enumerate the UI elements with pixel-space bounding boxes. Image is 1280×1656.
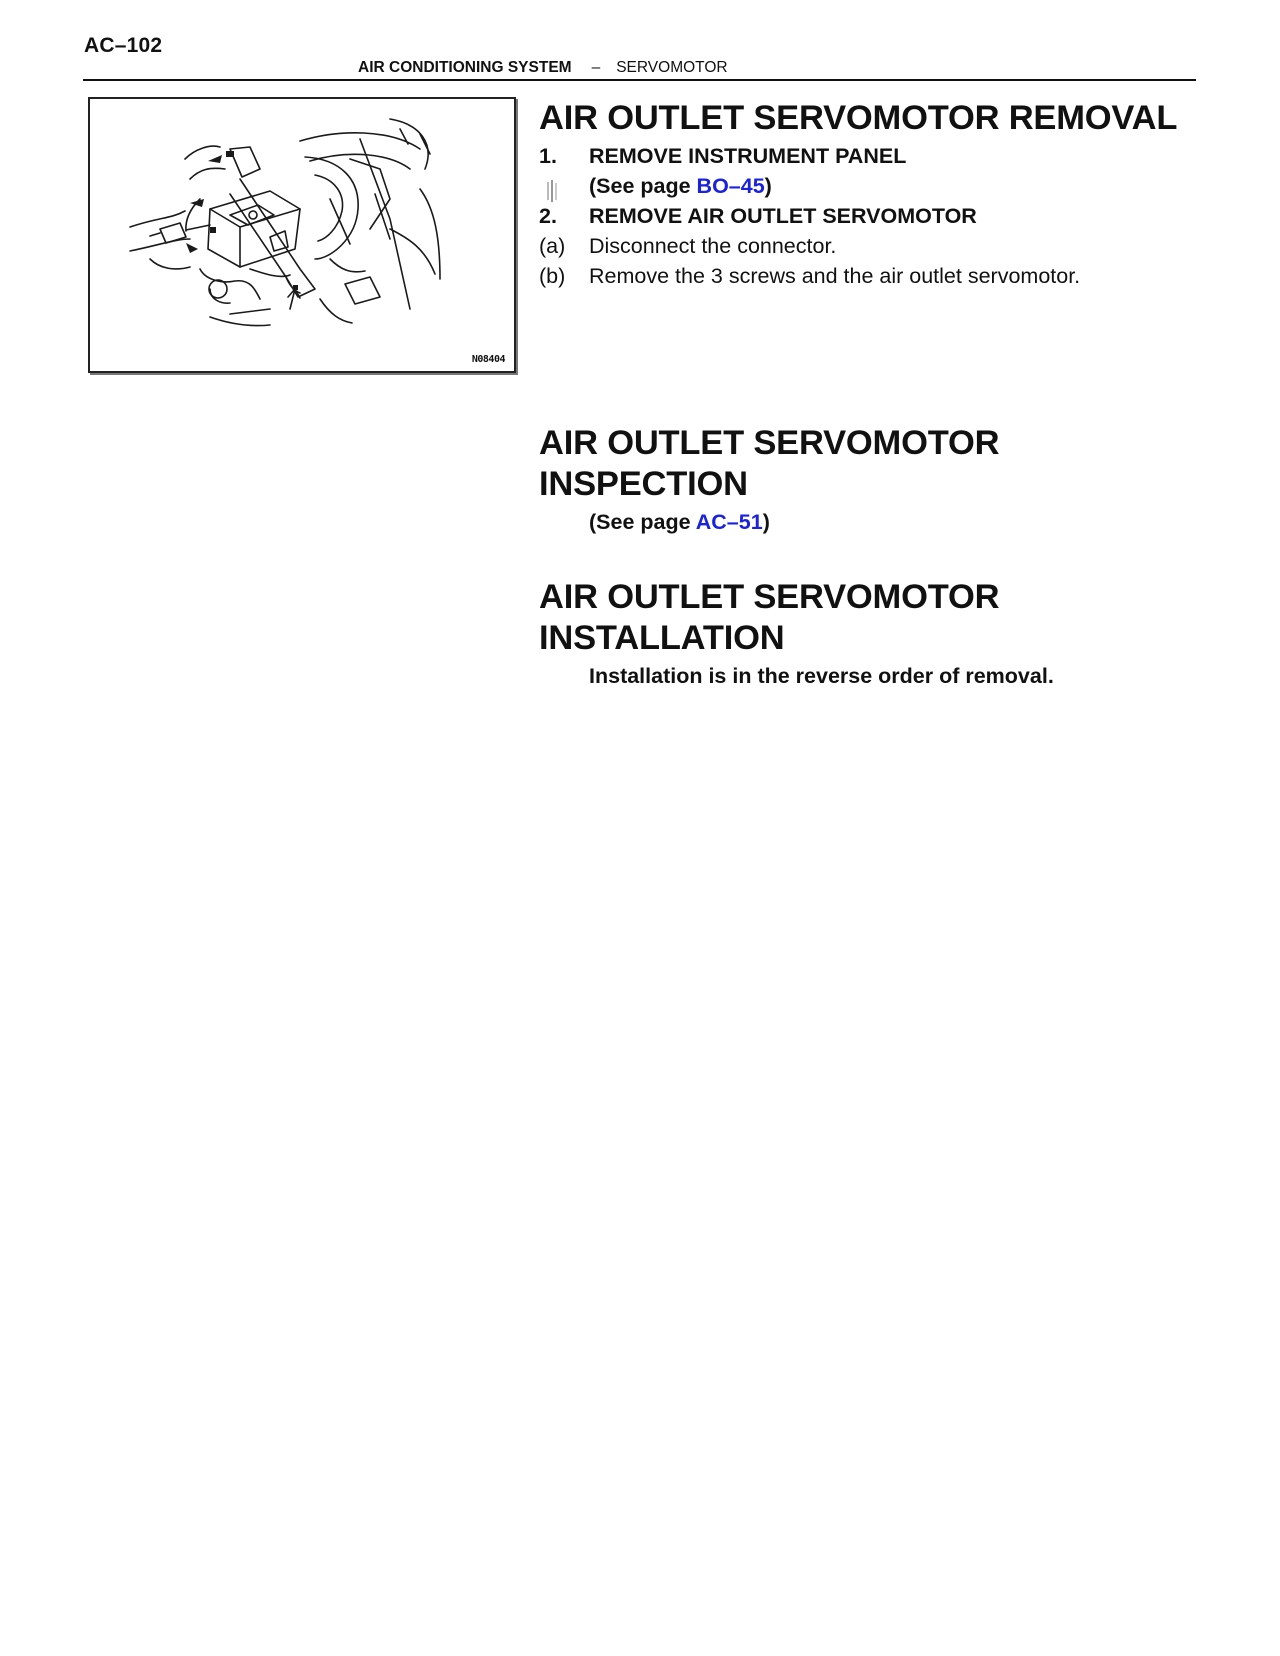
removal-title: AIR OUTLET SERVOMOTOR REMOVAL <box>539 99 1178 137</box>
step-1-ref-prefix: (See page <box>589 174 697 198</box>
substep-a-text: Disconnect the connector. <box>589 234 837 258</box>
step-1-number: 1. <box>539 144 557 168</box>
servomotor-illustration <box>88 97 516 373</box>
inspection-reference <box>589 509 770 535</box>
header-separator: – <box>591 59 601 76</box>
inspection-ref-prefix: (See page <box>589 510 696 534</box>
step-2 <box>539 203 977 229</box>
installation-title-line-2: INSTALLATION <box>539 619 785 657</box>
substep-b-text: Remove the 3 screws and the air outlet servomotor. <box>589 264 1081 288</box>
inspection-title-line-1: AIR OUTLET SERVOMOTOR <box>539 424 1000 462</box>
header-rule <box>83 79 1196 81</box>
step-1 <box>539 143 906 169</box>
inspection-ref-suffix: ) <box>762 510 770 534</box>
step-1-ref-suffix: ) <box>764 174 772 198</box>
substep-b <box>539 263 1080 289</box>
link-ac-51[interactable]: AC–51 <box>695 510 763 534</box>
inspection-title-line-2: INSPECTION <box>539 465 748 503</box>
servomotor-line-drawing <box>90 99 514 371</box>
scan-artifact-mark <box>545 180 559 202</box>
figure-code: N08404 <box>471 354 505 365</box>
step-2-number: 2. <box>539 204 557 228</box>
installation-title-line-1: AIR OUTLET SERVOMOTOR <box>539 578 1000 616</box>
step-1-text: REMOVE INSTRUMENT PANEL <box>589 144 907 168</box>
header-section: SERVOMOTOR <box>616 59 728 76</box>
link-bo-45[interactable]: BO–45 <box>696 174 765 198</box>
page-number: AC–102 <box>84 34 163 57</box>
header-system: AIR CONDITIONING SYSTEM <box>358 59 572 76</box>
substep-a-label: (a) <box>539 234 566 258</box>
running-header <box>358 59 728 77</box>
step-2-text: REMOVE AIR OUTLET SERVOMOTOR <box>589 204 977 228</box>
step-1-reference <box>589 173 772 199</box>
substep-a <box>539 233 836 259</box>
substep-b-label: (b) <box>539 264 566 288</box>
installation-text: Installation is in the reverse order of removal. <box>589 664 1054 688</box>
